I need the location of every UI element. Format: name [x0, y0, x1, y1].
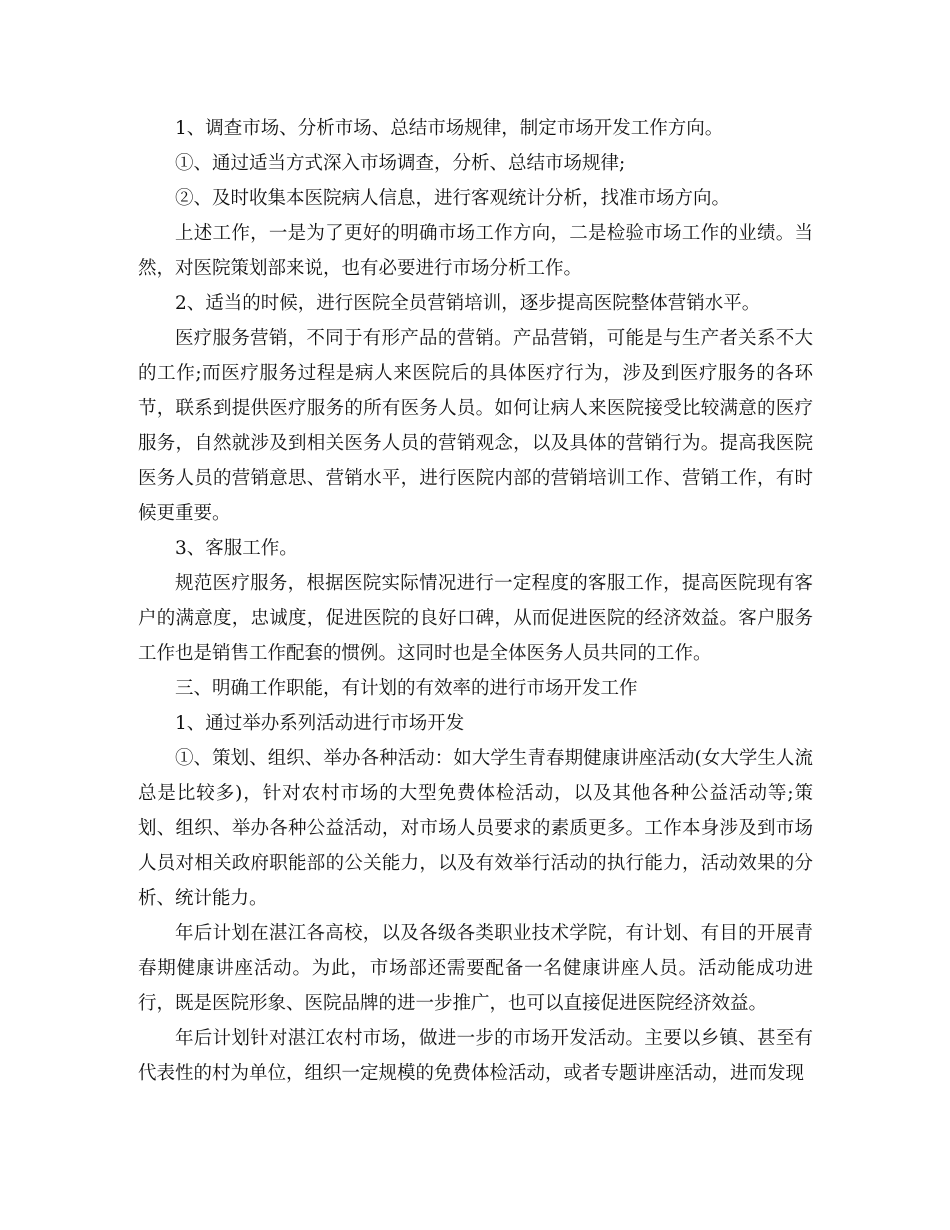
paragraph: ②、及时收集本医院病人信息，进行客观统计分析，找准市场方向。 [175, 188, 731, 209]
paragraph: ①、通过适当方式深入市场调查，分析、总结市场规律; [175, 153, 626, 174]
paragraph: 医疗服务营销，不同于有形产品的营销。产品营销，可能是与生产者关系不大的工作;而医疗服务过程是病人来医院后的具体医疗行为，涉及到医疗服务的各环节，联系到提供医疗服务的所有医务人员。如何让病人来医院接受比较满意的医疗服务，自然就涉及到相关医务人员的营销观念，以及具体的营销行为。提高我医院医务人员的营销意思、营销水平，进行医院内部的营销培训工作、营销工作，有时候更重要。 [138, 328, 813, 524]
paragraph: 1、通过举办系列活动进行市场开发 [175, 713, 465, 734]
paragraph: ①、策划、组织、举办各种活动：如大学生青春期健康讲座活动(女大学生人流总是比较多)，针对农村市场的大型免费体检活动，以及其他各种公益活动等;策划、组织、举办各种公益活动，对市场人员要求的素质更多。工作本身涉及到市场人员对相关政府职能部的公关能力，以及有效举行活动的执行能力，活动效果的分析、统计能力。 [138, 748, 813, 909]
paragraph: 年后计划在湛江各高校，以及各级各类职业技术学院，有计划、有目的开展青春期健康讲座活动。为此，市场部还需要配备一名健康讲座人员。活动能成功进行，既是医院形象、医院品牌的进一步推广，也可以直接促进医院经济效益。 [138, 923, 813, 1014]
paragraph: 3、客服工作。 [175, 538, 298, 559]
paragraph: 2、适当的时候，进行医院全员营销培训，逐步提高医院整体营销水平。 [175, 293, 761, 314]
document-body [138, 111, 813, 1091]
paragraph: 年后计划针对湛江农村市场，做进一步的市场开发活动。主要以乡镇、甚至有代表性的村为单位，组织一定规模的免费体检活动，或者专题讲座活动，进而发现 [138, 1028, 813, 1084]
paragraph: 上述工作，一是为了更好的明确市场工作方向，二是检验市场工作的业绩。当然，对医院策划部来说，也有必要进行市场分析工作。 [138, 223, 813, 279]
paragraph: 规范医疗服务，根据医院实际情况进行一定程度的客服工作，提高医院现有客户的满意度，忠诚度，促进医院的良好口碑，从而促进医院的经济效益。客户服务工作也是销售工作配套的惯例。这同时也是全体医务人员共同的工作。 [138, 573, 813, 664]
paragraph: 1、调查市场、分析市场、总结市场规律，制定市场开发工作方向。 [175, 118, 724, 139]
section-heading: 三、明确工作职能，有计划的有效率的进行市场开发工作 [175, 678, 638, 699]
